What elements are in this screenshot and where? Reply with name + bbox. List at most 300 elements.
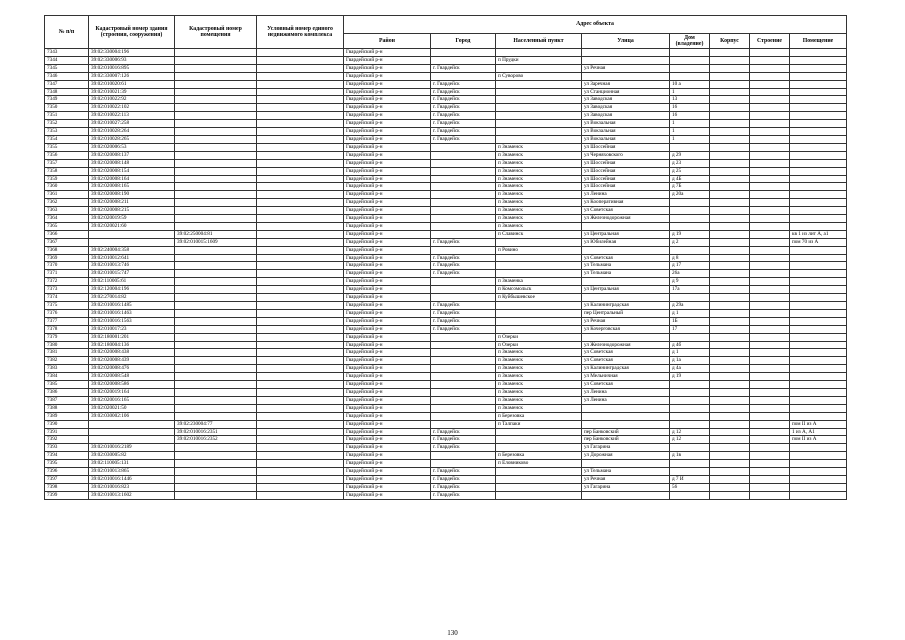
cell-korpus [710, 120, 750, 128]
cell-stroenie [750, 238, 790, 246]
cell-num: 7370 [45, 262, 89, 270]
cell-street: ул Кочерговская [582, 325, 670, 333]
cell-settlement [496, 468, 582, 476]
cell-conditional-complex [257, 88, 344, 96]
table-row [45, 270, 847, 278]
cell-house: д 29 [670, 151, 710, 159]
cell-cadastral-building: 39:02:240004:358 [89, 246, 175, 254]
cell-room [790, 254, 847, 262]
cell-street: ул Тельмана [582, 262, 670, 270]
cell-num: 7391 [45, 428, 89, 436]
table-row [45, 491, 847, 499]
cell-cadastral-room: 39:02:010015:1609 [175, 238, 257, 246]
cell-settlement: п Знаменск [496, 388, 582, 396]
cell-settlement [496, 120, 582, 128]
cell-settlement: п Знаменск [496, 143, 582, 151]
cell-num: 7363 [45, 207, 89, 215]
cell-house: д 19 [670, 373, 710, 381]
cell-cadastral-room [175, 396, 257, 404]
cell-conditional-complex [257, 112, 344, 120]
cell-city: г. Гвардейск [431, 104, 496, 112]
cell-city [431, 222, 496, 230]
cell-conditional-complex [257, 333, 344, 341]
cell-city: г. Гвардейск [431, 88, 496, 96]
cell-street: ул Речная [582, 317, 670, 325]
cell-room [790, 80, 847, 88]
cell-district: Гвардейский р-н [344, 396, 431, 404]
cell-room [790, 262, 847, 270]
cell-house [670, 64, 710, 72]
cell-settlement: п Знаменск [496, 207, 582, 215]
cell-street: пер Банковский [582, 428, 670, 436]
cell-cadastral-room [175, 412, 257, 420]
cell-korpus [710, 468, 750, 476]
cell-street: ул Шоссейная [582, 175, 670, 183]
cell-korpus [710, 143, 750, 151]
cell-cadastral-building: 39:02:010020:61 [89, 80, 175, 88]
table-row [45, 135, 847, 143]
cell-room [790, 183, 847, 191]
cell-room [790, 381, 847, 389]
cell-street: ул Черняховского [582, 151, 670, 159]
cell-settlement [496, 444, 582, 452]
cell-city: г. Гвардейск [431, 468, 496, 476]
table-row [45, 309, 847, 317]
cell-korpus [710, 56, 750, 64]
cell-district: Гвардейский р-н [344, 120, 431, 128]
cell-district: Гвардейский р-н [344, 468, 431, 476]
cell-district: Гвардейский р-н [344, 412, 431, 420]
cell-cadastral-room [175, 388, 257, 396]
cell-cadastral-building: 39:02:010021:39 [89, 88, 175, 96]
cell-cadastral-room [175, 333, 257, 341]
cell-num: 7379 [45, 333, 89, 341]
cell-cadastral-room [175, 143, 257, 151]
cell-city [431, 420, 496, 428]
cell-city [431, 388, 496, 396]
cell-district: Гвардейский р-н [344, 388, 431, 396]
cell-street: ул Заводская [582, 96, 670, 104]
table-row [45, 238, 847, 246]
cell-street: ул Юбилейная [582, 238, 670, 246]
cell-conditional-complex [257, 151, 344, 159]
cell-cadastral-room [175, 112, 257, 120]
cell-street: ул Дорожная [582, 452, 670, 460]
cell-street: ул Речная [582, 64, 670, 72]
cell-korpus [710, 396, 750, 404]
cell-korpus [710, 428, 750, 436]
cell-room [790, 104, 847, 112]
cell-cadastral-room [175, 49, 257, 57]
cell-cadastral-room [175, 175, 257, 183]
cell-cadastral-building: 39:02:010022:92 [89, 96, 175, 104]
cell-cadastral-room [175, 341, 257, 349]
table-row [45, 207, 847, 215]
cell-cadastral-building: 39:02:010022:102 [89, 104, 175, 112]
cell-city [431, 341, 496, 349]
cell-stroenie [750, 317, 790, 325]
cell-street [582, 404, 670, 412]
cell-num: 7365 [45, 222, 89, 230]
cell-cadastral-room [175, 222, 257, 230]
cell-house: д 7 И [670, 475, 710, 483]
cell-korpus [710, 72, 750, 80]
cell-settlement: п Знаменск [496, 191, 582, 199]
cell-settlement: п Знаменск [496, 199, 582, 207]
cell-korpus [710, 199, 750, 207]
cell-street: пер Центральный [582, 309, 670, 317]
cell-settlement [496, 135, 582, 143]
cell-street: ул Шоссейная [582, 183, 670, 191]
table-row [45, 294, 847, 302]
cell-cadastral-room [175, 325, 257, 333]
cell-num: 7374 [45, 294, 89, 302]
cell-street: ул Ленина [582, 191, 670, 199]
cell-cadastral-building: 39:02:010016:823 [89, 483, 175, 491]
cell-city: г. Гвардейск [431, 262, 496, 270]
cell-num: 7394 [45, 452, 89, 460]
cell-conditional-complex [257, 309, 344, 317]
cell-settlement [496, 317, 582, 325]
cell-stroenie [750, 483, 790, 491]
cell-house [670, 222, 710, 230]
cell-korpus [710, 452, 750, 460]
cell-cadastral-room [175, 183, 257, 191]
cell-num: 7387 [45, 396, 89, 404]
cell-num: 7362 [45, 199, 89, 207]
cell-conditional-complex [257, 49, 344, 57]
cell-stroenie [750, 420, 790, 428]
cell-num: 7352 [45, 120, 89, 128]
cell-district: Гвардейский р-н [344, 475, 431, 483]
cell-room [790, 199, 847, 207]
cell-cadastral-building: 39:02:020021:60 [89, 222, 175, 230]
cell-conditional-complex [257, 365, 344, 373]
cell-stroenie [750, 49, 790, 57]
cell-conditional-complex [257, 246, 344, 254]
cell-num: 7390 [45, 420, 89, 428]
cell-stroenie [750, 460, 790, 468]
cell-city [431, 246, 496, 254]
cell-cadastral-building: 39:02:020006:53 [89, 143, 175, 151]
cell-cadastral-building: 39:02:180004:136 [89, 341, 175, 349]
cell-cadastral-building [89, 428, 175, 436]
cell-stroenie [750, 396, 790, 404]
cell-cadastral-building: 39:02:330007:126 [89, 72, 175, 80]
cell-stroenie [750, 349, 790, 357]
cell-district: Гвардейский р-н [344, 80, 431, 88]
cell-settlement: п Еловниково [496, 460, 582, 468]
cell-num: 7380 [45, 341, 89, 349]
cell-conditional-complex [257, 207, 344, 215]
cell-street: ул Заводская [582, 112, 670, 120]
col-stroenie-header: Строение [750, 34, 790, 49]
cell-korpus [710, 420, 750, 428]
table-row [45, 428, 847, 436]
cell-settlement [496, 302, 582, 310]
cell-cadastral-room [175, 191, 257, 199]
cell-house [670, 460, 710, 468]
table-row [45, 96, 847, 104]
cell-settlement [496, 483, 582, 491]
cell-street: ул Речная [582, 475, 670, 483]
cell-house [670, 412, 710, 420]
cell-stroenie [750, 104, 790, 112]
cell-conditional-complex [257, 286, 344, 294]
cell-city: г. Гвардейск [431, 302, 496, 310]
table-row [45, 278, 847, 286]
cell-street [582, 412, 670, 420]
table-row [45, 325, 847, 333]
table-row [45, 88, 847, 96]
cell-room [790, 88, 847, 96]
cell-settlement: п Знаменск [496, 167, 582, 175]
cell-korpus [710, 317, 750, 325]
table-row [45, 420, 847, 428]
table-header [45, 16, 847, 49]
cell-korpus [710, 302, 750, 310]
cell-conditional-complex [257, 64, 344, 72]
cell-street: ул Тельмана [582, 270, 670, 278]
cell-korpus [710, 64, 750, 72]
col-conditional-complex-header: Условный номер единого недвижимого комплекса [257, 16, 344, 49]
cell-room [790, 475, 847, 483]
address-group-header: Адрес объекта [344, 16, 847, 34]
col-cadastral-room-header: Кадастровый номер помещения [175, 16, 257, 49]
table-row [45, 104, 847, 112]
cell-house: д 8 [670, 254, 710, 262]
cell-cadastral-building: 39:02:020008:165 [89, 183, 175, 191]
table-row [45, 373, 847, 381]
cell-district: Гвардейский р-н [344, 238, 431, 246]
table-row [45, 215, 847, 223]
cell-cadastral-building: 39:02:020016:165 [89, 396, 175, 404]
cell-conditional-complex [257, 254, 344, 262]
cell-room [790, 412, 847, 420]
col-num-header: № п/п [45, 16, 89, 49]
cell-street: ул Мельничная [582, 373, 670, 381]
table-row [45, 175, 847, 183]
cell-cadastral-room [175, 278, 257, 286]
cell-cadastral-room [175, 207, 257, 215]
cell-city [431, 175, 496, 183]
cell-district: Гвардейский р-н [344, 207, 431, 215]
cell-settlement [496, 262, 582, 270]
col-settlement-header: Населенный пункт [496, 34, 582, 49]
cell-district: Гвардейский р-н [344, 262, 431, 270]
cell-settlement: п Знаменск [496, 222, 582, 230]
cell-settlement: п Комсомольск [496, 286, 582, 294]
cell-cadastral-building: 39:02:020008:215 [89, 207, 175, 215]
cell-cadastral-building: 39:02:030005:82 [89, 452, 175, 460]
table-row [45, 460, 847, 468]
cell-cadastral-room [175, 254, 257, 262]
cell-room [790, 294, 847, 302]
cell-house [670, 207, 710, 215]
cell-room [790, 167, 847, 175]
cell-district: Гвардейский р-н [344, 175, 431, 183]
cell-room: кв 1 из лит А, а1 [790, 230, 847, 238]
cell-room [790, 349, 847, 357]
cell-cadastral-room [175, 159, 257, 167]
cell-conditional-complex [257, 128, 344, 136]
cell-street: ул Ленина [582, 396, 670, 404]
cell-conditional-complex [257, 396, 344, 404]
table-row [45, 333, 847, 341]
cell-korpus [710, 135, 750, 143]
table-row [45, 365, 847, 373]
registry-sheet [44, 15, 847, 500]
cell-cadastral-building: 39:02:010013:1602 [89, 491, 175, 499]
cell-korpus [710, 412, 750, 420]
cell-stroenie [750, 491, 790, 499]
cell-city [431, 199, 496, 207]
cell-city: г. Гвардейск [431, 309, 496, 317]
cell-house: д 9 [670, 278, 710, 286]
table-row [45, 254, 847, 262]
cell-settlement [496, 104, 582, 112]
cell-korpus [710, 491, 750, 499]
cell-street: ул Ленина [582, 388, 670, 396]
cell-cadastral-room [175, 404, 257, 412]
table-row [45, 452, 847, 460]
cell-house [670, 491, 710, 499]
cell-korpus [710, 80, 750, 88]
cell-cadastral-room [175, 286, 257, 294]
cell-district: Гвардейский р-н [344, 64, 431, 72]
cell-street: ул Кооперативная [582, 199, 670, 207]
col-city-header: Город [431, 34, 496, 49]
cell-num: 7375 [45, 302, 89, 310]
cell-num: 7376 [45, 309, 89, 317]
cell-conditional-complex [257, 262, 344, 270]
cell-cadastral-room [175, 381, 257, 389]
cell-cadastral-building: 39:02:020021:50 [89, 404, 175, 412]
cell-street: ул Советская [582, 381, 670, 389]
cell-cadastral-room: 39:02:010016:2352 [175, 436, 257, 444]
cell-num: 7345 [45, 64, 89, 72]
cell-district: Гвардейский р-н [344, 96, 431, 104]
cell-korpus [710, 167, 750, 175]
cell-korpus [710, 191, 750, 199]
cell-cadastral-room [175, 365, 257, 373]
cell-house [670, 215, 710, 223]
cell-conditional-complex [257, 96, 344, 104]
cell-settlement [496, 475, 582, 483]
cell-stroenie [750, 412, 790, 420]
cell-room [790, 151, 847, 159]
cell-cadastral-building: 39:02:010017:23 [89, 325, 175, 333]
cell-cadastral-room [175, 199, 257, 207]
col-house-header: Дом (владение) [670, 34, 710, 49]
table-row [45, 120, 847, 128]
cell-room: пом II из А [790, 436, 847, 444]
cell-street [582, 278, 670, 286]
table-row [45, 128, 847, 136]
cell-conditional-complex [257, 302, 344, 310]
cell-house [670, 468, 710, 476]
cell-city [431, 460, 496, 468]
cell-cadastral-room [175, 104, 257, 112]
cell-settlement: п Знаменск [496, 357, 582, 365]
cell-stroenie [750, 159, 790, 167]
cell-settlement: п Знаменск [496, 175, 582, 183]
cell-house [670, 381, 710, 389]
cell-house [670, 420, 710, 428]
cell-cadastral-room [175, 444, 257, 452]
cell-korpus [710, 309, 750, 317]
cell-house: д 1 [670, 309, 710, 317]
cell-stroenie [750, 88, 790, 96]
cell-city [431, 278, 496, 286]
cell-num: 7359 [45, 175, 89, 183]
table-row [45, 475, 847, 483]
cell-korpus [710, 404, 750, 412]
cell-conditional-complex [257, 191, 344, 199]
cell-district: Гвардейский р-н [344, 56, 431, 64]
cell-cadastral-room [175, 373, 257, 381]
cell-street [582, 56, 670, 64]
cell-settlement: п Ровино [496, 246, 582, 254]
cell-cadastral-room: 39:02:230004:77 [175, 420, 257, 428]
table-row [45, 286, 847, 294]
table-row [45, 444, 847, 452]
table-row [45, 317, 847, 325]
cell-house: д 12 [670, 436, 710, 444]
cell-street [582, 460, 670, 468]
cell-district: Гвардейский р-н [344, 159, 431, 167]
cell-conditional-complex [257, 120, 344, 128]
cell-cadastral-building: 39:02:010028:264 [89, 128, 175, 136]
cell-room [790, 309, 847, 317]
cell-settlement: п Знаменск [496, 365, 582, 373]
cell-cadastral-building [89, 420, 175, 428]
cell-stroenie [750, 444, 790, 452]
cell-settlement [496, 238, 582, 246]
cell-city [431, 286, 496, 294]
cell-cadastral-room [175, 128, 257, 136]
cell-district: Гвардейский р-н [344, 373, 431, 381]
table-row [45, 143, 847, 151]
cell-street: ул Советская [582, 349, 670, 357]
cell-cadastral-building: 39:02:020008:438 [89, 349, 175, 357]
cell-conditional-complex [257, 483, 344, 491]
cell-city [431, 49, 496, 57]
cell-house: 16 [670, 112, 710, 120]
cell-street: ул Советская [582, 357, 670, 365]
cell-korpus [710, 159, 750, 167]
cell-room [790, 452, 847, 460]
cell-stroenie [750, 381, 790, 389]
table-row [45, 341, 847, 349]
cell-city: г. Гвардейск [431, 444, 496, 452]
cell-korpus [710, 475, 750, 483]
cell-room [790, 286, 847, 294]
cell-conditional-complex [257, 460, 344, 468]
cell-house [670, 333, 710, 341]
cell-cadastral-building: 39:02:120004:196 [89, 286, 175, 294]
cell-korpus [710, 444, 750, 452]
table-row [45, 412, 847, 420]
cell-room [790, 270, 847, 278]
col-cadastral-building-header: Кадастровый номер здания (строения, сооружения) [89, 16, 175, 49]
cell-settlement: п Знаменск [496, 215, 582, 223]
cell-cadastral-room [175, 475, 257, 483]
cell-num: 7384 [45, 373, 89, 381]
page-number: 130 [447, 629, 458, 637]
cell-conditional-complex [257, 388, 344, 396]
cell-room [790, 143, 847, 151]
